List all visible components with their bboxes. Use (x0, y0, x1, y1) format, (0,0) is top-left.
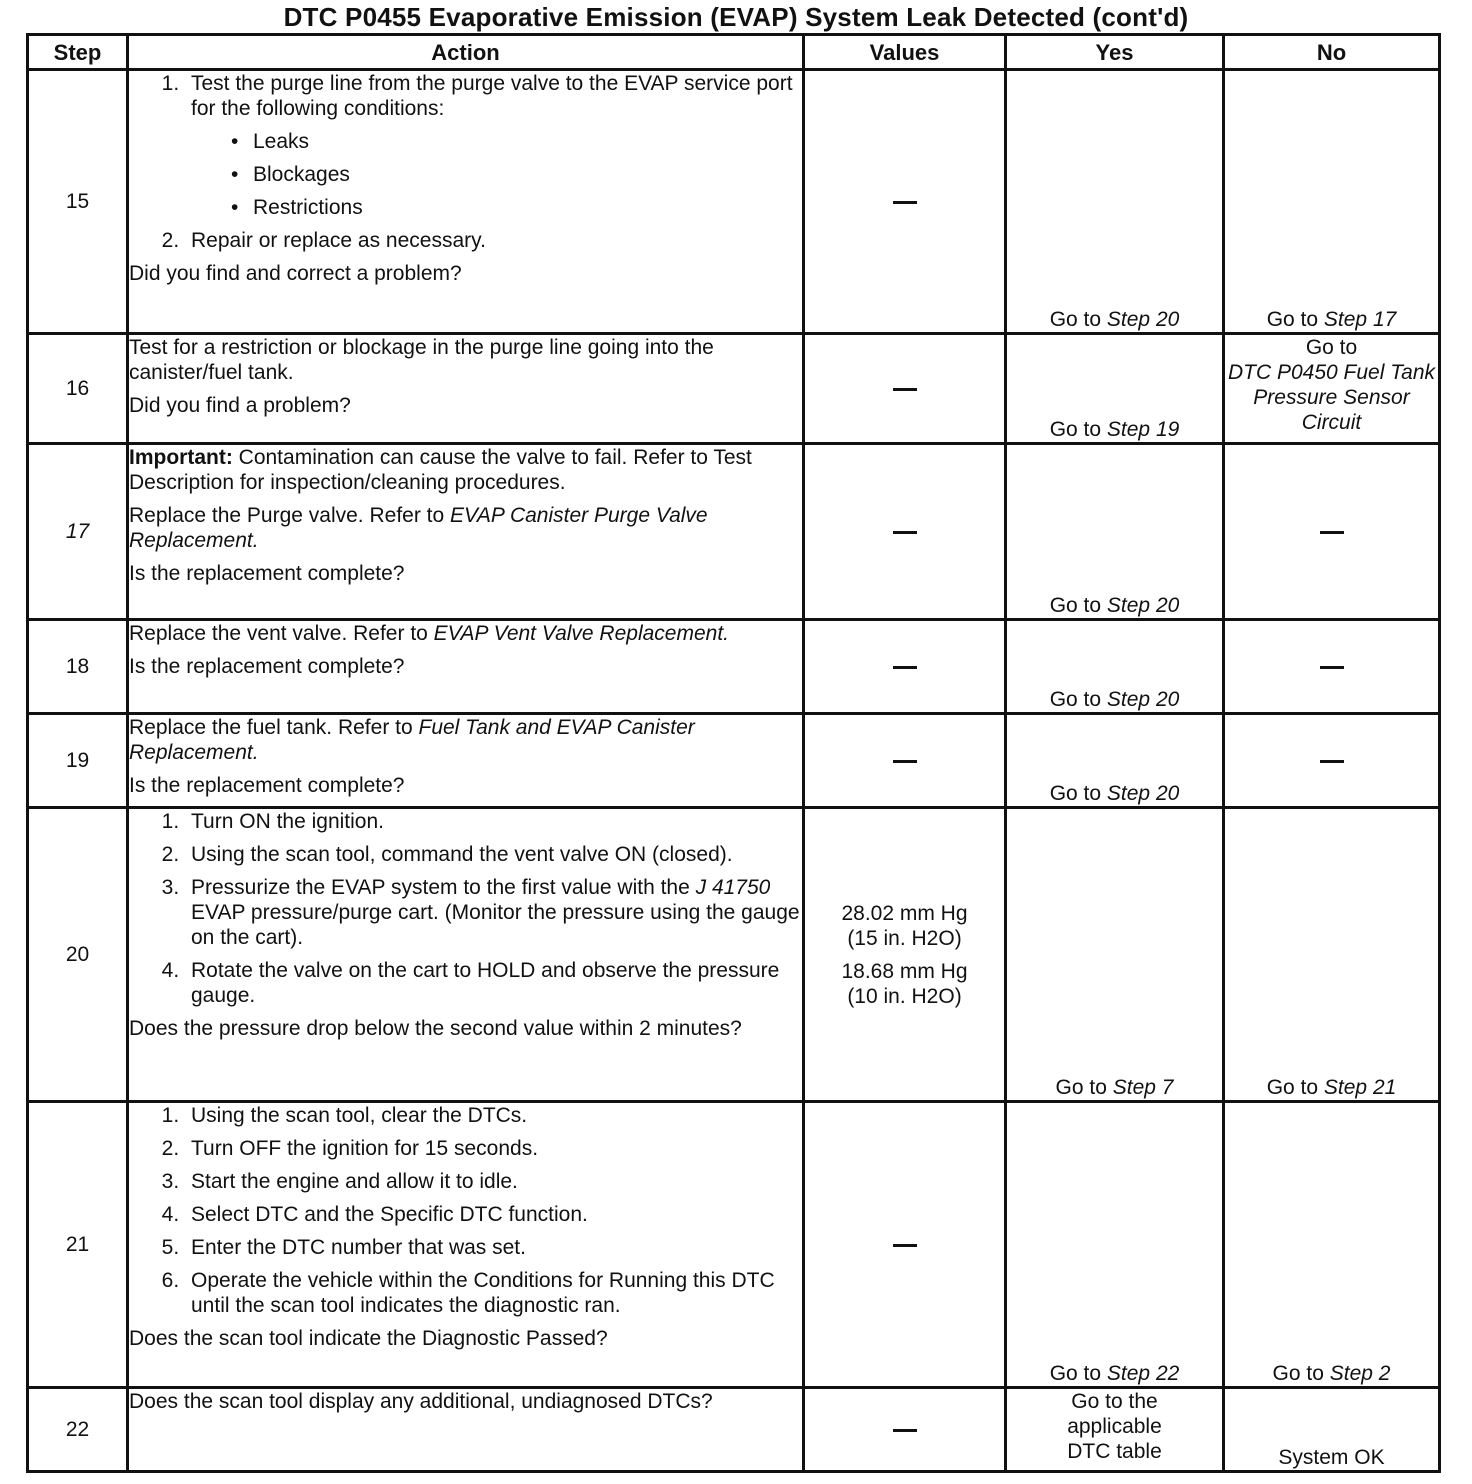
step-number: 22 (28, 1388, 128, 1472)
step-link[interactable]: Step 22 (1106, 1362, 1180, 1385)
dash-mark (893, 666, 917, 669)
yes-cell (1006, 1388, 1224, 1472)
numbered-list (129, 809, 802, 1008)
procedure-link[interactable]: EVAP Vent Valve Replacement. (433, 622, 730, 645)
go-to-label: Go to (1305, 336, 1358, 359)
value-in-h2o: (15 in. H2O) (847, 926, 962, 950)
dash-mark (893, 760, 917, 763)
table-row-step-22 (28, 1388, 1440, 1472)
go-to-label: Go to (1049, 1362, 1102, 1385)
important-label: Important: (129, 446, 233, 469)
yes-cell (1006, 334, 1224, 444)
list-item-text: EVAP pressure/purge cart. (Monitor the pressure using the gauge on the cart). (191, 901, 800, 949)
go-to-label: Go to (1049, 594, 1102, 617)
values-cell (804, 1388, 1006, 1472)
yes-cell (1006, 1102, 1224, 1388)
values-cell (804, 334, 1006, 444)
replace-text: Replace the fuel tank. Refer to (129, 716, 419, 739)
important-text: Contamination can cause the valve to fail. Refer to Test Description for inspection/cleaning procedures. (129, 446, 752, 494)
step-link[interactable]: Step 20 (1106, 688, 1180, 711)
step-link[interactable]: Step 20 (1106, 782, 1180, 805)
go-to-label: Go to (1049, 418, 1102, 441)
list-item: 3. Start the engine and allow it to idle. (185, 1169, 802, 1194)
action-cell (128, 620, 804, 714)
step-link[interactable]: Step 21 (1323, 1076, 1397, 1099)
question-text: Does the scan tool display any additional, undiagnosed DTCs? (129, 1390, 713, 1413)
table-row-step-21 (28, 1102, 1440, 1388)
yes-cell (1006, 714, 1224, 808)
list-item: 2. Turn OFF the ignition for 15 seconds. (185, 1136, 802, 1161)
action-cell (128, 334, 804, 444)
no-cell (1224, 70, 1440, 334)
dash-mark (893, 1429, 917, 1432)
question-text: Does the scan tool indicate the Diagnostic Passed? (129, 1327, 608, 1350)
replace-text: Replace the Purge valve. Refer to (129, 504, 451, 527)
values-cell (804, 444, 1006, 620)
yes-cell (1006, 70, 1224, 334)
step-link[interactable]: Step 17 (1323, 308, 1397, 331)
table-row-step-19 (28, 714, 1440, 808)
list-item-text: Test the purge line from the purge valve to the EVAP service port for the following conditions: (191, 72, 793, 120)
replace-instruction (129, 503, 802, 553)
action-cell (128, 1102, 804, 1388)
action-text: Test for a restriction or blockage in the purge line going into the canister/fuel tank. (129, 336, 714, 384)
first-value (805, 901, 1004, 951)
no-cell (1224, 334, 1440, 444)
list-item: 4. Rotate the valve on the cart to HOLD and observe the pressure gauge. (185, 958, 802, 1008)
question-text: Is the replacement complete? (129, 562, 405, 585)
step-number: 16 (28, 334, 128, 444)
dtc-link[interactable]: DTC P0450 Fuel Tank Pressure Sensor Circuit (1228, 361, 1435, 434)
table-header-row (28, 35, 1440, 70)
dash-mark (893, 531, 917, 534)
header-no: No (1224, 35, 1440, 70)
step-number: 19 (28, 714, 128, 808)
table-row-step-16 (28, 334, 1440, 444)
important-note (129, 445, 802, 495)
step-number: 15 (28, 70, 128, 334)
numbered-list (129, 71, 802, 253)
action-cell (128, 70, 804, 334)
question-text: Does the pressure drop below the second value within 2 minutes? (129, 1017, 742, 1040)
dash-mark (893, 1244, 917, 1247)
go-to-label: Go to (1049, 688, 1102, 711)
no-cell (1224, 620, 1440, 714)
value-in-h2o: (10 in. H2O) (847, 984, 962, 1008)
step-number: 21 (28, 1102, 128, 1388)
bullet-item: • Restrictions (225, 195, 802, 220)
values-cell (804, 620, 1006, 714)
yes-cell (1006, 808, 1224, 1102)
values-cell (804, 70, 1006, 334)
header-action: Action (128, 35, 804, 70)
list-item: 5. Enter the DTC number that was set. (185, 1235, 802, 1260)
list-item: 2. Repair or replace as necessary. (185, 228, 802, 253)
values-cell (804, 808, 1006, 1102)
replace-instruction (129, 621, 802, 646)
bullet-item: • Leaks (225, 129, 802, 154)
action-cell (128, 1388, 804, 1472)
list-item: 1. Turn ON the ignition. (185, 809, 802, 834)
go-to-label: Go to (1049, 782, 1102, 805)
step-link[interactable]: Step 20 (1106, 308, 1180, 331)
list-item: 1. Using the scan tool, clear the DTCs. (185, 1103, 802, 1128)
tool-name: J 41750 (695, 876, 771, 899)
header-yes: Yes (1006, 35, 1224, 70)
action-cell (128, 714, 804, 808)
header-values: Values (804, 35, 1006, 70)
step-number: 17 (28, 444, 128, 620)
yes-cell (1006, 444, 1224, 620)
procedure-link[interactable]: Fuel Tank and EVAP Canister Replacement. (129, 716, 695, 764)
table-row-step-17 (28, 444, 1440, 620)
bullet-item: • Blockages (225, 162, 802, 187)
dash-mark (1320, 760, 1344, 763)
go-to-label: Go to (1272, 1362, 1324, 1385)
list-item-text: Pressurize the EVAP system to the first value with the (191, 876, 696, 899)
table-row-step-18 (28, 620, 1440, 714)
yes-cell (1006, 620, 1224, 714)
question-text: Did you find and correct a problem? (129, 262, 462, 285)
step-number: 18 (28, 620, 128, 714)
replace-instruction (129, 715, 802, 765)
values-cell (804, 714, 1006, 808)
go-to-label: Go to (1266, 1076, 1319, 1099)
list-item: 4. Select DTC and the Specific DTC function. (185, 1202, 802, 1227)
numbered-list (129, 1103, 802, 1318)
dash-mark (1320, 666, 1344, 669)
step-link[interactable]: Step 20 (1106, 594, 1180, 617)
bullet-list (191, 129, 802, 220)
go-to-label: Go to (1049, 308, 1102, 331)
dash-mark (893, 201, 917, 204)
replace-text: Replace the vent valve. Refer to (129, 622, 434, 645)
page-title: DTC P0455 Evaporative Emission (EVAP) System Leak Detected (cont'd) (283, 2, 1189, 32)
list-item: 2. Using the scan tool, command the vent valve ON (closed). (185, 842, 802, 867)
value-mm-hg: 18.68 mm Hg (841, 959, 968, 983)
go-to-label: Go to (1055, 1076, 1107, 1099)
table-row-step-20 (28, 808, 1440, 1102)
step-link[interactable]: Step 7 (1112, 1076, 1174, 1099)
list-item (185, 875, 802, 950)
no-cell (1224, 1388, 1440, 1472)
no-cell (1224, 714, 1440, 808)
header-step: Step (28, 35, 128, 70)
no-cell (1224, 808, 1440, 1102)
dash-mark (1320, 531, 1344, 534)
step-number: 20 (28, 808, 128, 1102)
value-mm-hg: 28.02 mm Hg (841, 901, 968, 925)
no-cell (1224, 444, 1440, 620)
step-link[interactable]: Step 19 (1106, 418, 1180, 441)
system-ok-text: System OK (1278, 1446, 1385, 1469)
go-to-label: Go to (1266, 308, 1319, 331)
procedure-link[interactable]: EVAP Canister Purge Valve Replacement. (129, 504, 708, 552)
action-cell (128, 808, 804, 1102)
list-item: 6. Operate the vehicle within the Conditions for Running this DTC until the scan tool indicates the diagnostic ran. (185, 1268, 802, 1318)
dash-mark (893, 388, 917, 391)
question-text: Did you find a problem? (129, 394, 351, 417)
step-link[interactable]: Step 2 (1329, 1362, 1391, 1385)
second-value (805, 959, 1004, 1009)
action-cell (128, 444, 804, 620)
question-text: Is the replacement complete? (129, 655, 405, 678)
values-cell (804, 1102, 1006, 1388)
question-text: Is the replacement complete? (129, 774, 405, 797)
table-row-step-15 (28, 70, 1440, 334)
dtc-table-link[interactable]: Go to the applicable DTC table (1067, 1390, 1162, 1463)
no-cell (1224, 1102, 1440, 1388)
dtc-diagnostic-table (26, 33, 1441, 1473)
list-item (185, 71, 802, 220)
